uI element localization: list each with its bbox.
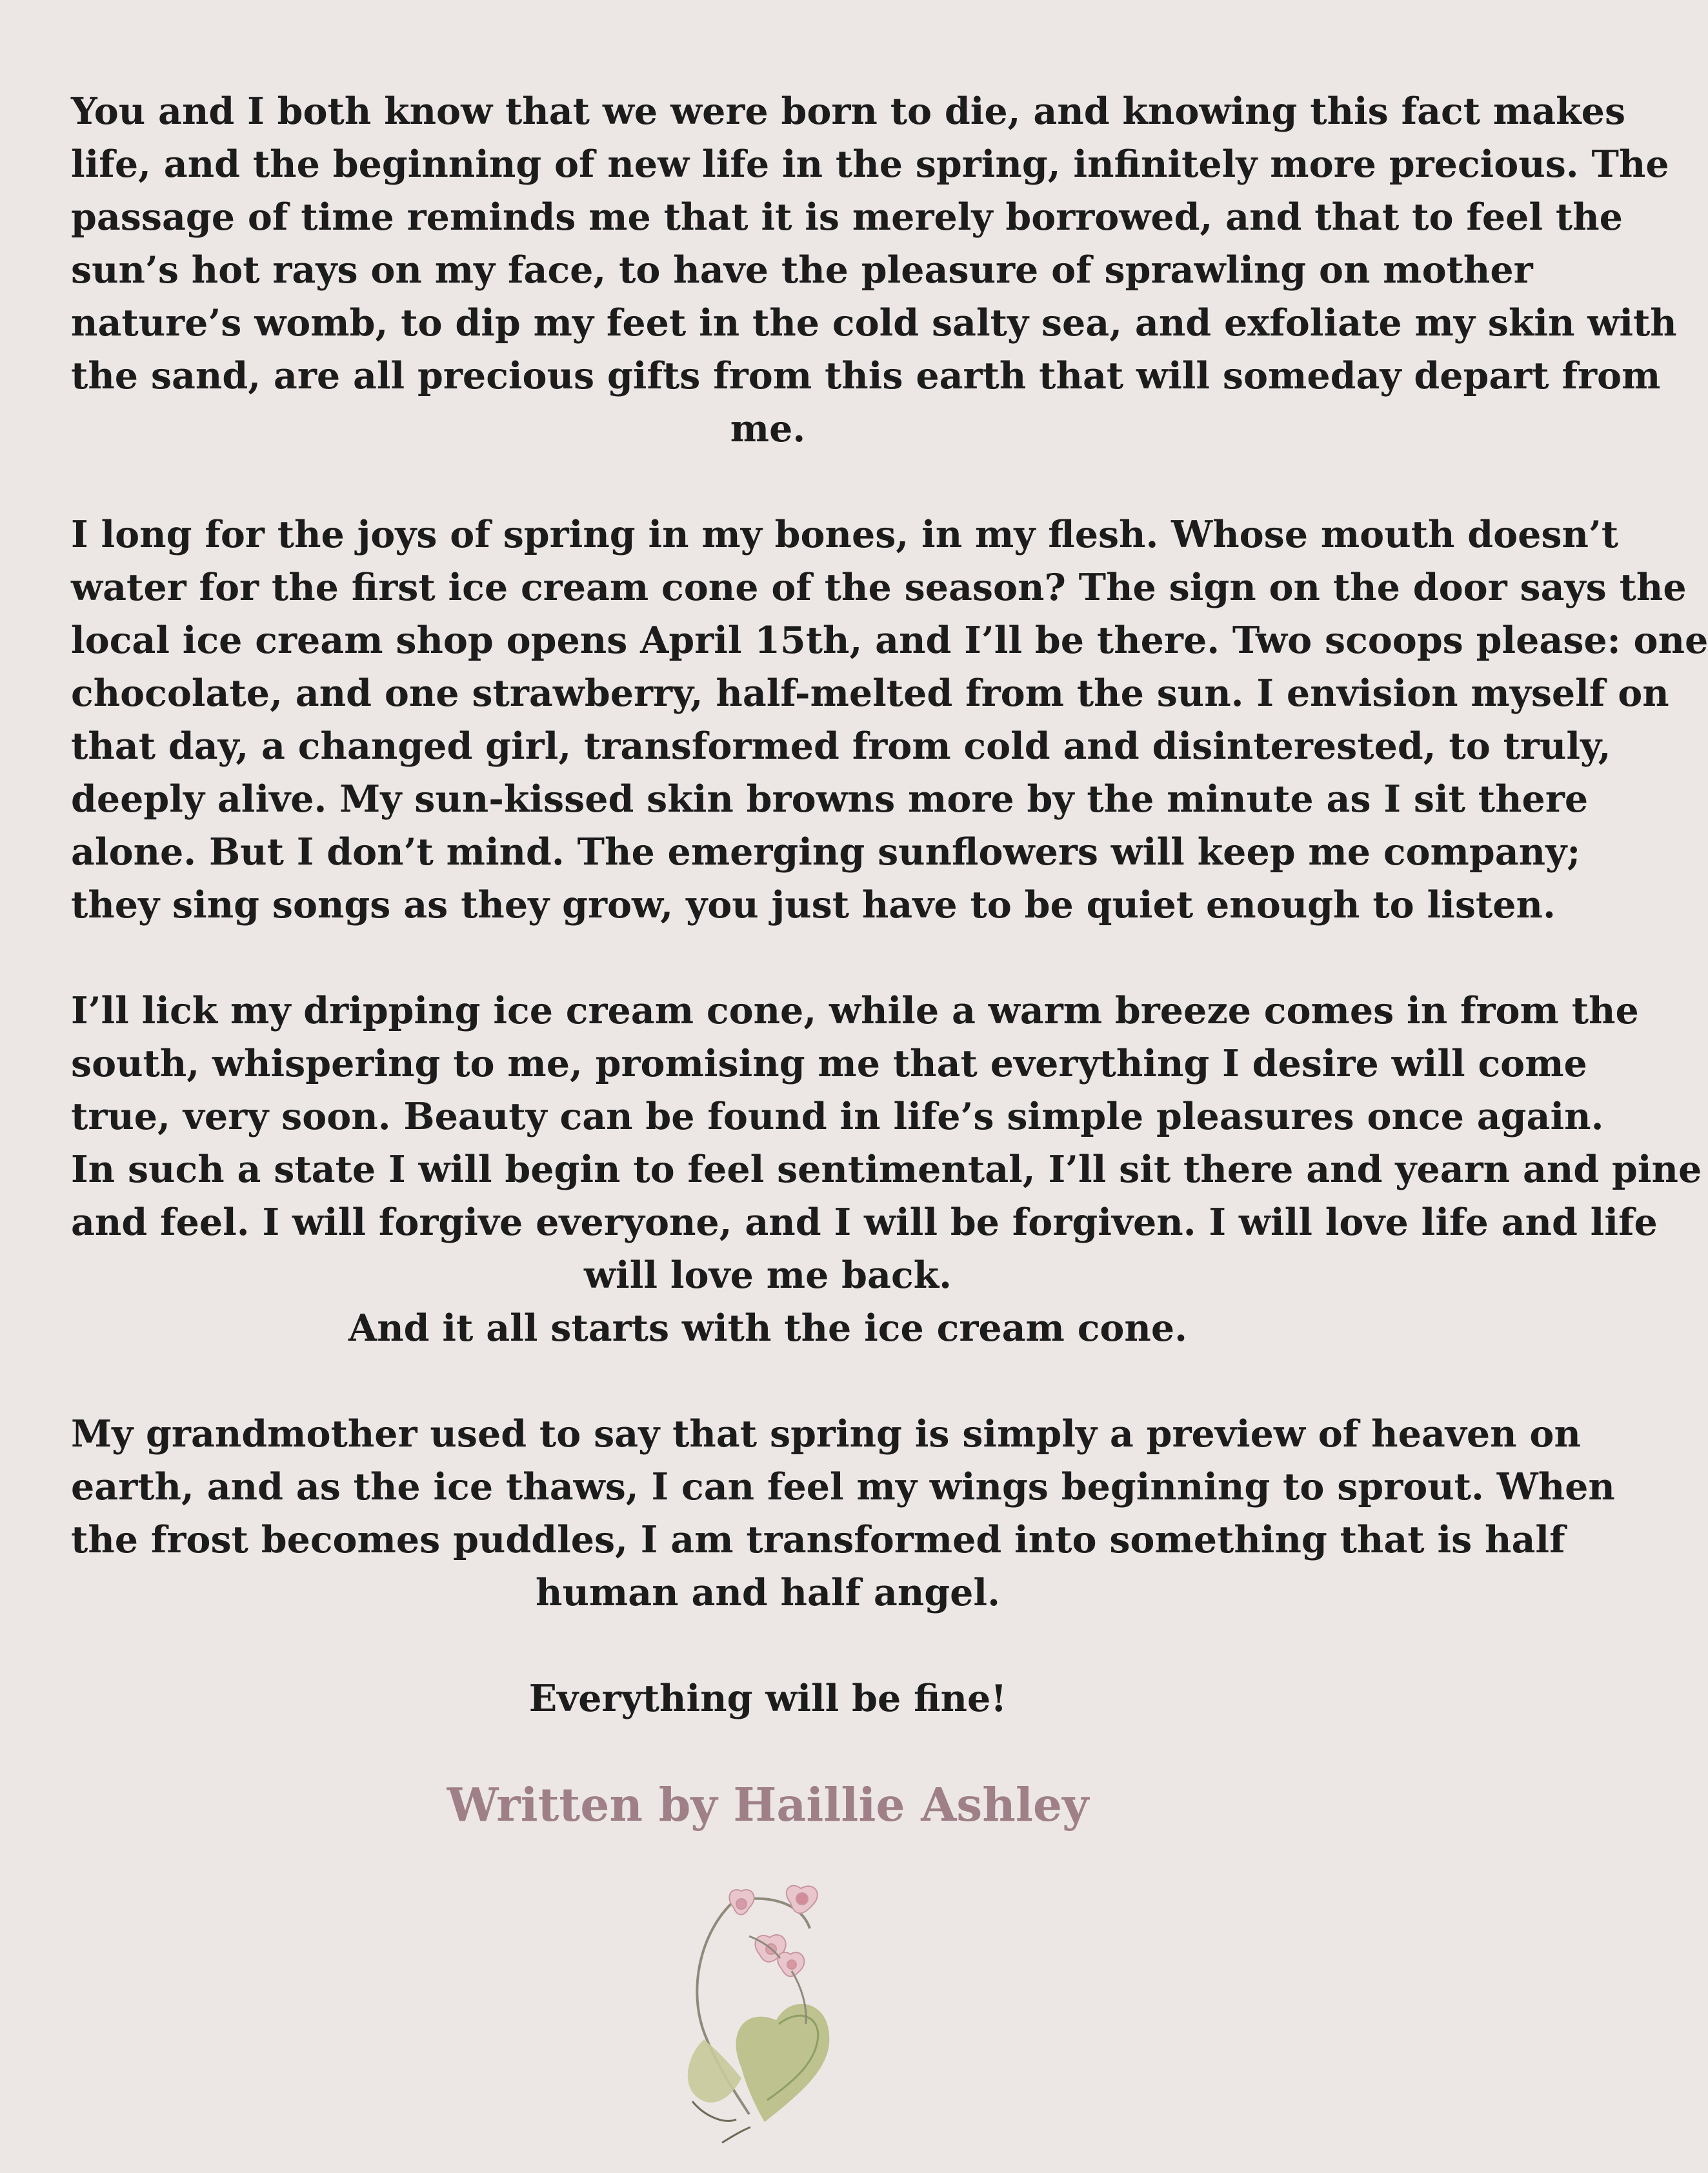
text-line: that day, a changed girl, transformed from cold and disinterested, to truly,: [71, 725, 1611, 768]
text-line: And it all starts with the ice cream cone.: [348, 1307, 1187, 1350]
text-line: life, and the beginning of new life in the spring, infinitely more precious. The: [71, 143, 1669, 186]
text-line: will love me back.: [583, 1254, 952, 1297]
orchid-heart-illustration-icon: [674, 1874, 868, 2145]
text-line: the frost becomes puddles, I am transformed into something that is half: [71, 1518, 1565, 1561]
text-line: You and I both know that we were born to die, and knowing this fact makes: [71, 90, 1626, 133]
text-line: nature’s womb, to dip my feet in the cold salty sea, and exfoliate my skin with: [71, 301, 1677, 345]
closing-line: Everything will be fine!: [528, 1677, 1007, 1720]
text-line: sun’s hot rays on my face, to have the pleasure of sprawling on mother: [71, 248, 1533, 292]
text-line: local ice cream shop opens April 15th, and I’ll be there. Two scoops please: one: [71, 619, 1708, 662]
paragraph-1: [71, 85, 1677, 456]
text-line: and feel. I will forgive everyone, and I will be forgiven. I will love life and life: [71, 1201, 1658, 1244]
text-line: chocolate, and one strawberry, half-melted from the sun. I envision myself on: [71, 672, 1669, 715]
text-line: me.: [730, 407, 806, 450]
text-line: I’ll lick my dripping ice cream cone, while a warm breeze comes in from the: [71, 989, 1639, 1032]
text-line: alone. But I don’t mind. The emerging sunflowers will keep me company;: [71, 830, 1581, 874]
document-page: [71, 85, 1708, 1834]
text-line: deeply alive. My sun-kissed skin browns more by the minute as I sit there: [71, 777, 1589, 821]
text-line: passage of time reminds me that it is merely borrowed, and that to feel the: [71, 195, 1623, 239]
text-line: human and half angel.: [536, 1571, 1000, 1614]
paragraph-4: [71, 1408, 1615, 1619]
text-line: the sand, are all precious gifts from this earth that will someday depart from: [71, 354, 1661, 397]
text-line: earth, and as the ice thaws, I can feel my wings beginning to sprout. When: [71, 1465, 1615, 1508]
text-line: true, very soon. Beauty can be found in life’s simple pleasures once again.: [71, 1095, 1604, 1138]
author-signature: Written by Haillie Ashley: [447, 1777, 1089, 1832]
text-line: south, whispering to me, promising me that everything I desire will come: [71, 1042, 1587, 1085]
text-line: In such a state I will begin to feel sentimental, I’ll sit there and yearn and pine: [71, 1148, 1702, 1191]
text-line: My grandmother used to say that spring is simply a preview of heaven on: [71, 1412, 1581, 1456]
text-line: water for the first ice cream cone of the season? The sign on the door says the: [71, 566, 1687, 609]
text-line: I long for the joys of spring in my bones, in my flesh. Whose mouth doesn’t: [71, 513, 1619, 556]
text-line: they sing songs as they grow, you just have to be quiet enough to listen.: [71, 883, 1556, 926]
paragraph-2: [71, 508, 1708, 932]
paragraph-3: [71, 985, 1702, 1355]
